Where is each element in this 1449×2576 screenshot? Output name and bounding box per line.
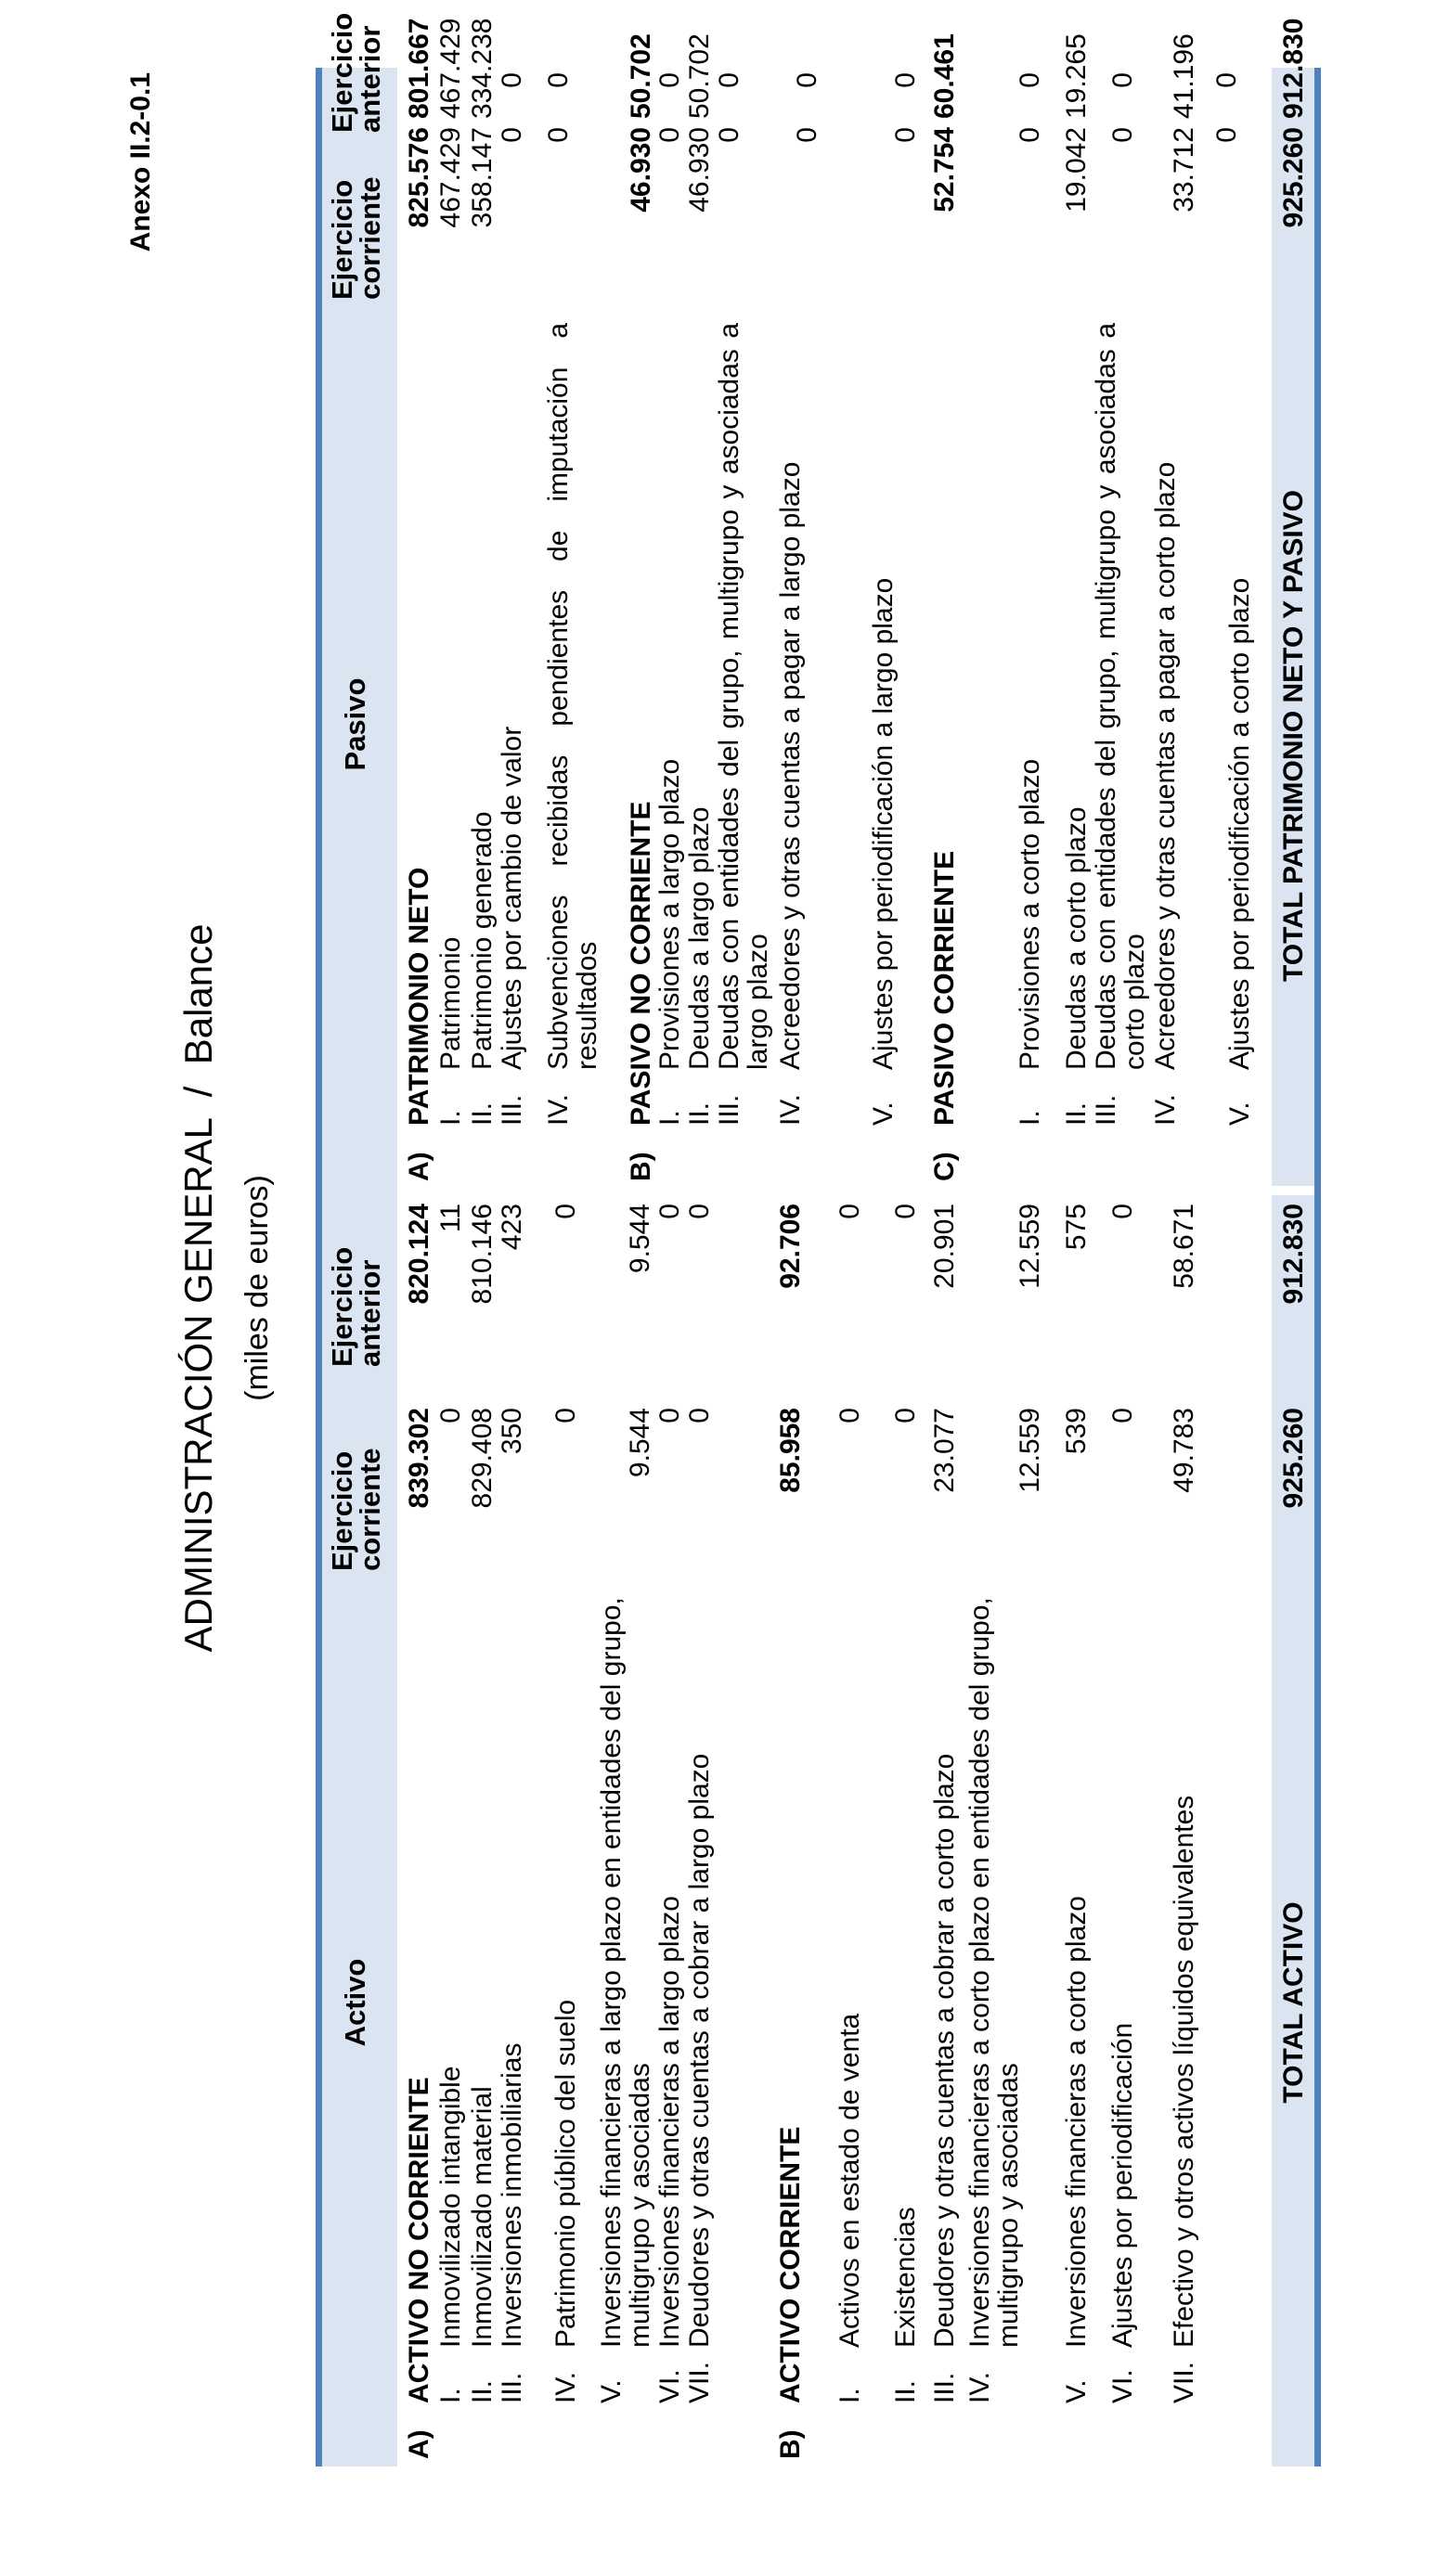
value-current: 0 bbox=[435, 1408, 466, 1423]
row-number: VII. bbox=[1169, 2361, 1199, 2403]
row-number: I. bbox=[834, 2388, 865, 2403]
value-current: 829.408 bbox=[467, 1408, 498, 1509]
row-label: Inversiones financieras a corto plazo en entidades del grupo, multigrupo y asociadas bbox=[964, 1597, 1024, 2348]
value-previous: 810.146 bbox=[467, 1204, 498, 1305]
value-previous: 0 bbox=[1211, 72, 1242, 88]
row-label: Patrimonio generado bbox=[467, 811, 498, 1070]
section-label: PASIVO NO CORRIENTE bbox=[626, 801, 656, 1126]
value-previous: 334.238 bbox=[467, 18, 498, 119]
row-label: Deudores y otras cuentas a cobrar a corto plazo bbox=[929, 1753, 960, 2348]
row-number: V. bbox=[1224, 1101, 1255, 1126]
value-current: 0 bbox=[834, 1408, 865, 1423]
value-current: 0 bbox=[890, 127, 921, 143]
value-current: 825.576 bbox=[404, 127, 434, 228]
row-number: IV. bbox=[550, 2372, 581, 2403]
value-previous: 20.901 bbox=[929, 1204, 960, 1289]
value-previous: 0 bbox=[890, 1204, 921, 1219]
total-label: TOTAL ACTIVO bbox=[1278, 1901, 1309, 2104]
value-current: 46.930 bbox=[684, 127, 715, 213]
value-previous: 11 bbox=[435, 1204, 466, 1233]
value-current: 0 bbox=[1107, 1408, 1138, 1423]
value-previous: 0 bbox=[497, 72, 527, 88]
value-previous: 423 bbox=[497, 1204, 527, 1251]
row-label: Activos en estado de venta bbox=[834, 2013, 865, 2348]
value-current: 0 bbox=[890, 1408, 921, 1423]
row-label: Patrimonio bbox=[435, 936, 466, 1070]
row-number: I. bbox=[435, 2388, 466, 2403]
row-number: III. bbox=[497, 2372, 527, 2403]
value-previous: 19.265 bbox=[1061, 33, 1092, 119]
top-rule bbox=[316, 68, 322, 2467]
value-previous: 0 bbox=[1107, 1204, 1138, 1219]
value-current: 539 bbox=[1061, 1408, 1092, 1455]
value-current: 0 bbox=[543, 127, 574, 143]
header-pasivo-corriente: Ejercicio corriente bbox=[326, 176, 386, 300]
row-label: Deudas a corto plazo bbox=[1061, 806, 1092, 1070]
row-label: Patrimonio público del suelo bbox=[550, 1999, 581, 2348]
value-current: 0 bbox=[714, 127, 744, 143]
row-label: Deudas con entidades del grupo, multigrupo y asociadas a largo plazo bbox=[714, 323, 773, 1070]
row-number: II. bbox=[684, 1101, 715, 1126]
section-letter: A) bbox=[404, 1152, 434, 1181]
value-previous: 60.461 bbox=[929, 33, 960, 119]
row-label: Deudores y otras cuentas a cobrar a largo plazo bbox=[684, 1753, 715, 2348]
row-number: V. bbox=[868, 1101, 899, 1126]
row-label: Inversiones inmobiliarias bbox=[497, 2042, 527, 2348]
value-current: 0 bbox=[684, 1408, 715, 1423]
value-previous: 41.196 bbox=[1169, 33, 1199, 119]
value-previous: 50.702 bbox=[626, 33, 656, 119]
row-label: Acreedores y otras cuentas a pagar a corto plazo bbox=[1150, 461, 1181, 1070]
header-activo-anterior: Ejercicio anterior bbox=[326, 1246, 386, 1367]
balance-table bbox=[316, 12, 1321, 2467]
value-previous: 912.830 bbox=[1278, 18, 1309, 119]
row-number: III. bbox=[497, 1094, 527, 1126]
value-current: 0 bbox=[497, 127, 527, 143]
row-label: Deudas con entidades del grupo, multigrupo y asociadas a corto plazo bbox=[1091, 323, 1150, 1070]
row-label: Existencias bbox=[890, 2207, 921, 2348]
row-number: VII. bbox=[684, 2361, 715, 2403]
value-current: 19.042 bbox=[1061, 127, 1092, 213]
value-previous: 820.124 bbox=[404, 1204, 434, 1305]
value-previous: 0 bbox=[792, 72, 822, 88]
value-previous: 0 bbox=[890, 72, 921, 88]
value-current: 0 bbox=[792, 127, 822, 143]
row-number: V. bbox=[596, 2379, 627, 2403]
value-current: 9.544 bbox=[625, 1408, 655, 1478]
value-previous: 58.671 bbox=[1169, 1204, 1199, 1289]
row-number: V. bbox=[1061, 2379, 1092, 2403]
value-current: 0 bbox=[1107, 127, 1138, 143]
page-title: ADMINISTRACIÓN GENERAL / Balance bbox=[176, 923, 220, 1653]
value-current: 467.429 bbox=[435, 127, 466, 228]
total-label: TOTAL PATRIMONIO NETO Y PASIVO bbox=[1278, 489, 1309, 983]
row-label: Inmovilizado material bbox=[467, 2086, 498, 2348]
value-previous: 467.429 bbox=[435, 18, 466, 119]
value-current: 358.147 bbox=[467, 127, 498, 228]
row-label: Subvenciones recibidas pendientes de imputación a resultados bbox=[543, 323, 602, 1070]
row-number: II. bbox=[890, 2379, 921, 2403]
value-current: 839.302 bbox=[404, 1408, 434, 1509]
value-current: 925.260 bbox=[1278, 1408, 1309, 1509]
row-number: IV. bbox=[964, 2372, 995, 2403]
value-current: 12.559 bbox=[1015, 1408, 1045, 1493]
row-label: Ajustes por periodificación a largo plazo bbox=[868, 577, 899, 1070]
row-label: Acreedores y otras cuentas a pagar a largo plazo bbox=[775, 461, 806, 1070]
row-number: IV. bbox=[775, 1094, 806, 1126]
value-previous: 12.559 bbox=[1015, 1204, 1045, 1289]
value-previous: 0 bbox=[654, 1204, 685, 1219]
row-label: Inmovilizado intangible bbox=[435, 2066, 466, 2348]
row-number: III. bbox=[929, 2372, 960, 2403]
value-previous: 0 bbox=[543, 72, 574, 88]
row-label: Ajustes por periodificación a corto plazo bbox=[1224, 577, 1255, 1070]
value-current: 33.712 bbox=[1169, 127, 1199, 213]
value-previous: 50.702 bbox=[684, 33, 715, 119]
row-label: Inversiones financieras a largo plazo en entidades del grupo, multigrupo y asociadas bbox=[596, 1597, 655, 2348]
header-pasivo-anterior: Ejercicio anterior bbox=[326, 12, 386, 133]
value-previous: 0 bbox=[714, 72, 744, 88]
bottom-rule bbox=[1314, 68, 1321, 2467]
value-previous: 92.706 bbox=[775, 1204, 806, 1289]
row-label: Ajustes por cambio de valor bbox=[497, 726, 527, 1070]
value-current: 52.754 bbox=[929, 127, 960, 213]
value-current: 925.260 bbox=[1278, 127, 1309, 228]
row-number: IV. bbox=[1150, 1094, 1181, 1126]
row-number: VI. bbox=[1107, 2369, 1138, 2403]
value-current: 0 bbox=[550, 1408, 581, 1423]
units-subtitle: (miles de euros) bbox=[239, 1175, 275, 1401]
row-number: VI. bbox=[654, 2369, 685, 2403]
section-letter: C) bbox=[929, 1152, 960, 1181]
row-label: Provisiones a largo plazo bbox=[654, 758, 685, 1070]
annex-label: Anexo II.2-0.1 bbox=[125, 72, 156, 252]
section-letter: B) bbox=[775, 2429, 806, 2459]
row-number: II. bbox=[467, 2379, 498, 2403]
header-pasivo: Pasivo bbox=[339, 677, 371, 771]
row-label: Provisiones a corto plazo bbox=[1015, 758, 1045, 1070]
value-previous: 0 bbox=[1015, 72, 1045, 88]
section-letter: B) bbox=[626, 1152, 656, 1181]
row-number: II. bbox=[1061, 1101, 1092, 1126]
value-previous: 9.544 bbox=[625, 1204, 655, 1274]
value-previous: 0 bbox=[684, 1204, 715, 1219]
header-activo: Activo bbox=[339, 1958, 371, 2047]
value-previous: 912.830 bbox=[1278, 1204, 1309, 1305]
row-number: III. bbox=[1091, 1094, 1121, 1126]
value-current: 46.930 bbox=[626, 127, 656, 213]
row-label: Ajustes por periodificación bbox=[1107, 2022, 1138, 2348]
row-number: III. bbox=[714, 1094, 744, 1126]
value-current: 85.958 bbox=[775, 1408, 806, 1493]
section-label: PATRIMONIO NETO bbox=[404, 867, 434, 1126]
value-current: 350 bbox=[497, 1408, 527, 1455]
row-number: I. bbox=[435, 1110, 466, 1126]
section-label: ACTIVO CORRIENTE bbox=[775, 2126, 806, 2403]
value-current: 0 bbox=[654, 1408, 685, 1423]
section-label: ACTIVO NO CORRIENTE bbox=[404, 2077, 434, 2403]
row-label: Inversiones financieras a largo plazo bbox=[654, 1896, 685, 2348]
value-previous: 0 bbox=[654, 72, 685, 88]
value-current: 0 bbox=[654, 127, 685, 143]
value-current: 0 bbox=[1015, 127, 1045, 143]
section-label: PASIVO CORRIENTE bbox=[929, 850, 960, 1126]
value-previous: 0 bbox=[1107, 72, 1138, 88]
value-current: 23.077 bbox=[929, 1408, 960, 1493]
row-number: II. bbox=[467, 1101, 498, 1126]
value-current: 49.783 bbox=[1169, 1408, 1199, 1493]
value-current: 0 bbox=[1211, 127, 1242, 143]
row-number: I. bbox=[1015, 1110, 1045, 1126]
header-activo-corriente: Ejercicio corriente bbox=[326, 1448, 386, 1571]
row-number: I. bbox=[654, 1110, 685, 1126]
value-previous: 0 bbox=[550, 1204, 581, 1219]
row-number: IV. bbox=[543, 1094, 574, 1126]
row-label: Inversiones financieras a corto plazo bbox=[1061, 1896, 1092, 2348]
value-previous: 0 bbox=[834, 1204, 865, 1219]
value-previous: 575 bbox=[1061, 1204, 1092, 1251]
section-letter: A) bbox=[404, 2429, 434, 2459]
row-label: Deudas a largo plazo bbox=[684, 806, 715, 1070]
row-label: Efectivo y otros activos líquidos equivalentes bbox=[1169, 1795, 1199, 2348]
value-previous: 801.667 bbox=[404, 18, 434, 119]
